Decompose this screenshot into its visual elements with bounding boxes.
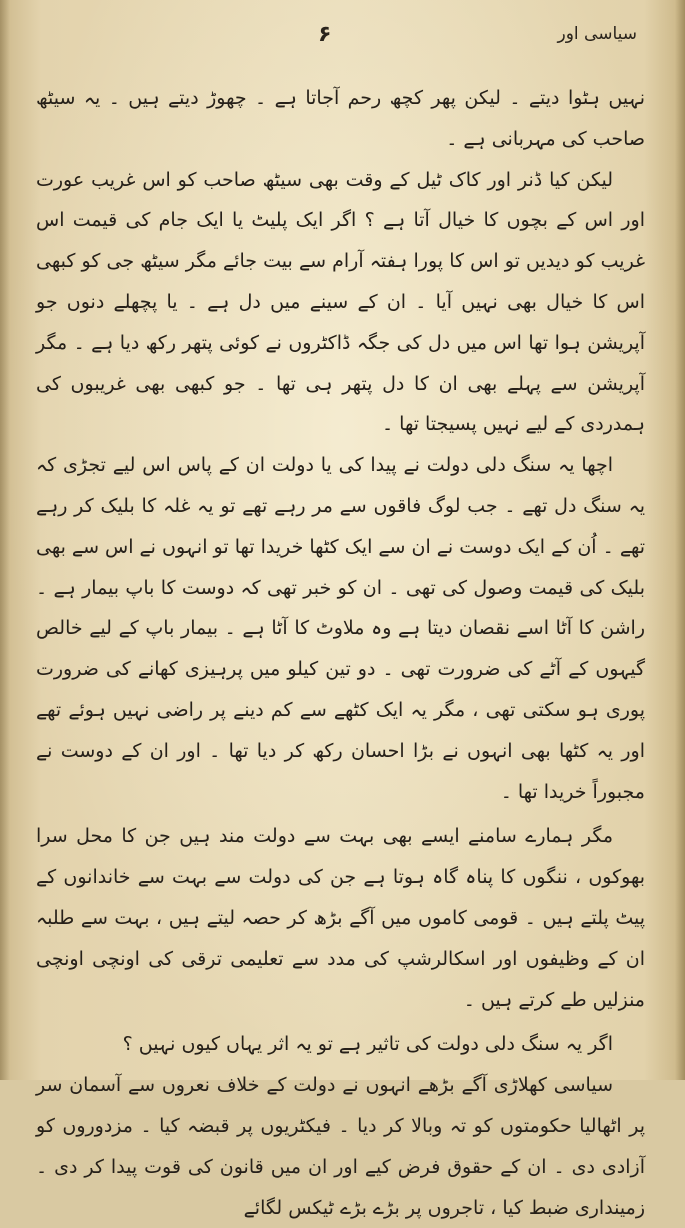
body-text: [36, 78, 645, 1228]
paragraph-5: اگر یہ سنگ دلی دولت کی تاثیر ہے تو یہ اثر یہاں کیوں نہیں ؟: [122, 1033, 613, 1056]
page-edge-shadow-right: [675, 0, 685, 1080]
paragraph-6: سیاسی کھلاڑی آگے بڑھے انہوں نے دولت کے خلاف نعروں سے آسمان سر پر اٹھالیا حکومتوں کو تہ وبالا کر دیا ۔ فیکٹریوں پر قبضہ کیا ۔ مزدوروں کو آزادی دی ۔ ان کے حقوق فرض کیے اور ان میں قانون کی قوت پیدا کر دی ۔ زمینداری ضبط کیا ، تاجروں پر بڑے بڑے ٹیکس لگائے: [36, 1074, 645, 1219]
running-header: سیاسی اور: [557, 24, 637, 44]
page-edge-shadow-left: [0, 0, 10, 1080]
paragraph-3: اچھا یہ سنگ دلی دولت نے پیدا کی یا دولت ان کے پاس اس لیے تجڑی کہ یہ سنگ دل تھے ۔ جب لوگ فاقوں سے مر رہے تھے تو یہ غلہ کا بلیک کر رہے تھے ۔ اُن کے ایک دوست نے ان سے ایک کٹھا خریدا تھا تو انہوں نے اس سے بھی بلیک کی قیمت وصول کی تھی ۔ ان کو خبر تھی کہ دوست کا باپ بیمار ہے ۔ راشن کا آٹا اسے نقصان دیتا ہے وہ ملاوٹ کا آٹا ہے ۔ بیمار باپ کے لیے خالص گیہوں کے آٹے کی ضرورت تھی ۔ دو تین کیلو میں پرہیزی کھانے کی ضرورت پوری ہو سکتی تھی ، مگر یہ ایک کٹھے سے کم دینے پر راضی نہیں ہوئے تھے اور یہ کٹھا بھی انہوں نے بڑا احسان رکھ کر دیا تھا ۔ اور ان کے دوست نے مجبوراً خریدا تھا ۔: [36, 454, 645, 803]
paragraph-4: مگر ہمارے سامنے ایسے بھی بہت سے دولت مند ہیں جن کا محل سرا بھوکوں ، ننگوں کا پناہ گاہ ہوتا ہے جن کی دولت سے بہت سے خاندانوں کے پیٹ پلتے ہیں ۔ قومی کاموں میں آگے بڑھ کر حصہ لیتے ہیں ، بہت سے طلبہ ان کے وظیفوں اور اسکالرشپ کی مدد سے تعلیمی ترقی کی اونچی اونچی منزلیں طے کرتے ہیں ۔: [36, 825, 645, 1011]
paragraph-1: نہیں ہٹوا دیتے ۔ لیکن پھر کچھ رحم آجاتا ہے ۔ چھوڑ دیتے ہیں ۔ یہ سیٹھ صاحب کی مہربانی ہے ۔: [36, 87, 645, 150]
paragraph-2: لیکن کیا ڈنر اور کاک ٹیل کے وقت بھی سیٹھ صاحب کو اس غریب عورت اور اس کے بچوں کا خیال آتا ہے ؟ اگر ایک پلیٹ یا ایک جام کی قیمت اس غریب کو دیدیں تو اس کا پورا ہفتہ آرام سے بیت جائے مگر سیٹھ جی کو کبھی اس کا خیال بھی نہیں آیا ۔ ان کے سینے میں دل ہے ۔ یا پچھلے دنوں جو آپریشن ہوا تھا اس میں دل کی جگہ ڈاکٹروں نے کوئی پتھر رکھ دیا ہے ۔ مگر آپریشن سے پہلے بھی ان کا دل پتھر ہی تھا ۔ جو کبھی بھی غریبوں کی ہمدردی کے لیے نہیں پسیجتا تھا ۔: [36, 168, 645, 436]
page-number: ۶: [318, 22, 332, 47]
